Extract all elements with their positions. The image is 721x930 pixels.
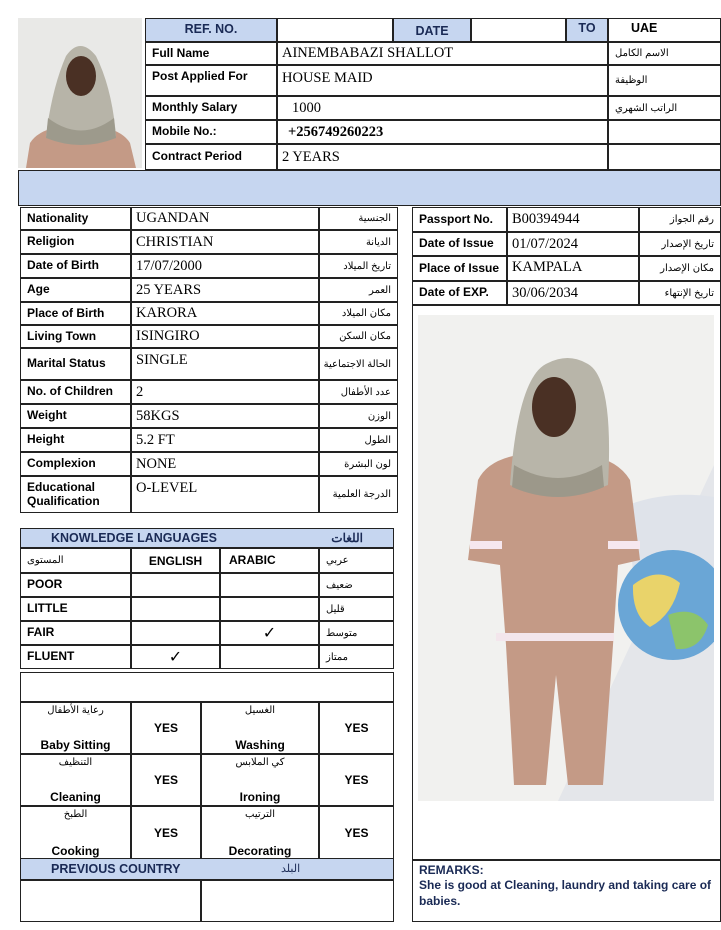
religion-value: CHRISTIAN: [131, 230, 319, 254]
full-name-value: AINEMBABAZI SHALLOT: [277, 42, 608, 65]
remarks-label: REMARKS:: [419, 863, 484, 877]
full-name-label: Full Name: [145, 42, 277, 65]
top-fields: [145, 42, 721, 170]
languages-header: [20, 528, 394, 548]
date-of-issue-label: Date of Issue: [412, 232, 507, 256]
complexion-arabic: لون البشرة: [319, 452, 398, 476]
skill-cleaning: Cleaning: [50, 790, 101, 804]
to-label-cell: [566, 18, 608, 42]
ref-no-label-cell: [145, 18, 277, 42]
lang-fluent-ar: ممتاز: [319, 645, 394, 669]
post-applied-label: Post Applied For: [145, 65, 277, 96]
lang-fluent-english-check: ✓: [131, 645, 220, 669]
personal-details-table: [20, 207, 398, 513]
living-town-label: Living Town: [20, 325, 131, 348]
lang-little-arabic: [220, 597, 319, 621]
ref-no-value: [277, 18, 393, 42]
skill-cooking-value: YES: [131, 806, 201, 860]
monthly-salary-value: 1000: [277, 96, 608, 120]
date-of-exp-label: Date of EXP.: [412, 281, 507, 305]
skill-baby-sitting-ar: رعاية الأطفال: [47, 705, 104, 716]
education-value: O-LEVEL: [131, 476, 319, 513]
age-label: Age: [20, 278, 131, 302]
skill-decorating-cell: [201, 806, 319, 860]
place-of-issue-label: Place of Issue: [412, 256, 507, 281]
education-label: Educational Qualification: [20, 476, 131, 513]
lang-level-little: LITTLE: [20, 597, 131, 621]
previous-country-label: PREVIOUS COUNTRY: [51, 862, 181, 876]
skill-washing-value: YES: [319, 702, 394, 754]
lang-level-fair: FAIR: [20, 621, 131, 645]
height-label: Height: [20, 428, 131, 452]
children-value: 2: [131, 380, 319, 404]
date-of-exp-arabic: تاريخ الإنتهاء: [639, 281, 721, 305]
skill-baby-sitting: Baby Sitting: [40, 738, 111, 752]
place-of-birth-value: KARORA: [131, 302, 319, 325]
place-of-issue-arabic: مكان الإصدار: [639, 256, 721, 281]
post-applied-arabic: الوظيفة: [608, 65, 721, 96]
date-value: [471, 18, 566, 42]
lang-poor-ar: ضعيف: [319, 573, 394, 597]
marital-status-value: SINGLE: [131, 348, 319, 380]
religion-arabic: الديانة: [319, 230, 398, 254]
lang-fair-arabic-check: ✓: [220, 621, 319, 645]
remarks-text: She is good at Cleaning, laundry and taking care of babies.: [419, 878, 712, 909]
place-of-birth-arabic: مكان الميلاد: [319, 302, 398, 325]
marital-status-arabic: الحالة الاجتماعية: [319, 348, 398, 380]
skill-washing-ar: الغسيل: [244, 705, 276, 716]
complexion-value: NONE: [131, 452, 319, 476]
skill-decorating: Decorating: [228, 844, 292, 858]
lang-poor-arabic: [220, 573, 319, 597]
lang-little-english: [131, 597, 220, 621]
passport-table: [412, 207, 721, 305]
section-divider-band: [18, 170, 721, 206]
lang-col-arabic-level: المستوى: [20, 548, 131, 573]
place-of-birth-label: Place of Birth: [20, 302, 131, 325]
place-of-issue-value: KAMPALA: [507, 256, 639, 281]
skill-cooking-ar: الطبخ: [63, 809, 88, 820]
mobile-arabic: [608, 120, 721, 144]
age-arabic: العمر: [319, 278, 398, 302]
dob-label: Date of Birth: [20, 254, 131, 278]
education-arabic: الدرجة العلمية: [319, 476, 398, 513]
skill-baby-sitting-value: YES: [131, 702, 201, 754]
languages-title: KNOWLEDGE LANGUAGES: [51, 531, 217, 545]
skill-baby-sitting-cell: [20, 702, 131, 754]
complexion-label: Complexion: [20, 452, 131, 476]
weight-value: 58KGS: [131, 404, 319, 428]
weight-label: Weight: [20, 404, 131, 428]
skill-ironing-ar: كي الملابس: [235, 757, 285, 768]
date-of-issue-value: 01/07/2024: [507, 232, 639, 256]
marital-status-label: Marital Status: [20, 348, 131, 380]
ref-no-label: REF. NO.: [184, 22, 238, 36]
contract-period-label: Contract Period: [145, 144, 277, 170]
monthly-salary-label: Monthly Salary: [145, 96, 277, 120]
headshot-photo: [18, 18, 142, 168]
lang-col-english: ENGLISH: [131, 548, 220, 573]
lang-col-arabic: ARABIC: [220, 548, 319, 573]
skill-cleaning-value: YES: [131, 754, 201, 806]
age-value: 25 YEARS: [131, 278, 319, 302]
dob-value: 17/07/2000: [131, 254, 319, 278]
skill-washing-cell: [201, 702, 319, 754]
date-of-exp-value: 30/06/2034: [507, 281, 639, 305]
nationality-arabic: الجنسية: [319, 207, 398, 230]
previous-country-cell-1: [20, 880, 201, 922]
children-arabic: عدد الأطفال: [319, 380, 398, 404]
lang-col-arabic-ar: عربي: [319, 548, 394, 573]
weight-arabic: الوزن: [319, 404, 398, 428]
skill-cooking: Cooking: [51, 844, 100, 858]
date-label-cell: [393, 18, 471, 42]
previous-country-header: [20, 858, 394, 880]
height-arabic: الطول: [319, 428, 398, 452]
lang-level-poor: POOR: [20, 573, 131, 597]
passport-no-value: B00394944: [507, 207, 639, 232]
remarks-box: [412, 860, 721, 922]
height-value: 5.2 FT: [131, 428, 319, 452]
date-label: DATE: [415, 24, 449, 38]
full-body-photo: [418, 315, 714, 801]
languages-table: [20, 528, 394, 674]
lang-fluent-arabic: [220, 645, 319, 669]
previous-country-cell-2: [201, 880, 394, 922]
to-label: TO: [578, 21, 596, 35]
full-name-arabic: الاسم الكامل: [608, 42, 721, 65]
lang-fair-ar: متوسط: [319, 621, 394, 645]
previous-country-arabic: البلد: [281, 863, 301, 875]
mobile-label: Mobile No.:: [145, 120, 277, 144]
living-town-value: ISINGIRO: [131, 325, 319, 348]
religion-label: Religion: [20, 230, 131, 254]
languages-title-arabic: اللغات: [331, 531, 363, 545]
to-value: UAE: [608, 18, 721, 42]
skill-cleaning-cell: [20, 754, 131, 806]
skill-decorating-ar: الترتيب: [245, 809, 275, 820]
date-of-issue-arabic: تاريخ الإصدار: [639, 232, 721, 256]
skills-table: [20, 702, 394, 860]
passport-no-arabic: رقم الجواز: [639, 207, 721, 232]
lang-level-fluent: FLUENT: [20, 645, 131, 669]
skill-ironing: Ironing: [239, 790, 281, 804]
nationality-value: UGANDAN: [131, 207, 319, 230]
skill-ironing-value: YES: [319, 754, 394, 806]
dob-arabic: تاريخ الميلاد: [319, 254, 398, 278]
skill-decorating-value: YES: [319, 806, 394, 860]
skill-cleaning-ar: التنظيف: [58, 757, 93, 768]
living-town-arabic: مكان السكن: [319, 325, 398, 348]
passport-no-label: Passport No.: [412, 207, 507, 232]
lang-little-ar: قليل: [319, 597, 394, 621]
contract-period-value: 2 YEARS: [277, 144, 608, 170]
blank-row: [20, 672, 394, 702]
lang-poor-english: [131, 573, 220, 597]
lang-fair-english: [131, 621, 220, 645]
skill-ironing-cell: [201, 754, 319, 806]
children-label: No. of Children: [20, 380, 131, 404]
skill-cooking-cell: [20, 806, 131, 860]
nationality-label: Nationality: [20, 207, 131, 230]
skill-washing: Washing: [235, 738, 285, 752]
mobile-value: +256749260223: [277, 120, 608, 144]
monthly-salary-arabic: الراتب الشهري: [608, 96, 721, 120]
post-applied-value: HOUSE MAID: [277, 65, 608, 96]
contract-period-arabic: [608, 144, 721, 170]
